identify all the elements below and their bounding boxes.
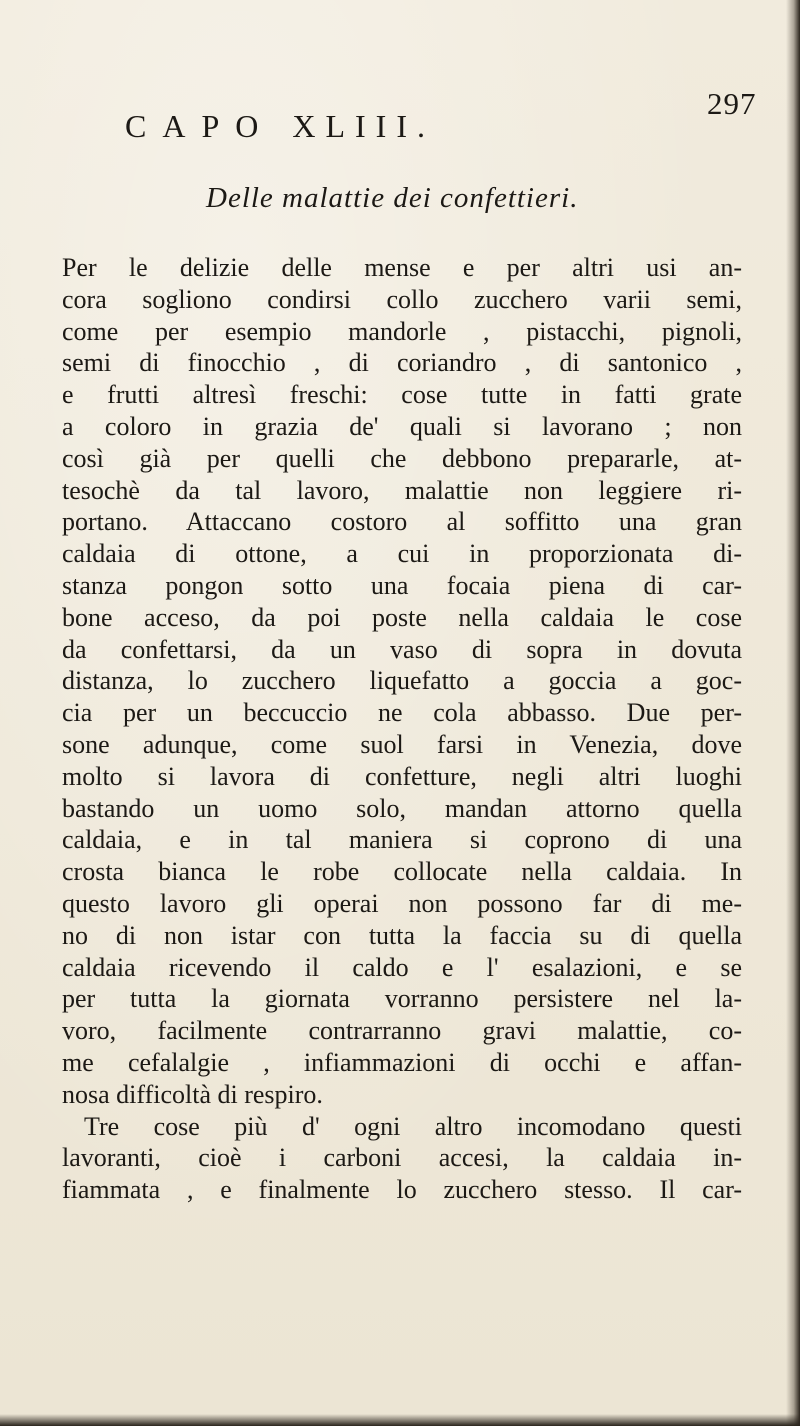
chapter-number: XLIII. — [292, 108, 435, 144]
text-line: tesochè da tal lavoro, malattie non leggiere ri- — [62, 475, 742, 505]
text-line: così già per quelli che debbono prepararle, at- — [62, 443, 742, 473]
text-line: per tutta la giornata vorranno persistere nel la- — [62, 984, 742, 1014]
text-line: bone acceso, da poi poste nella caldaia le cose — [62, 602, 742, 632]
page-number: 297 — [707, 86, 757, 121]
text-line: fiammata , e finalmente lo zucchero stesso. Il car- — [62, 1175, 742, 1205]
text-line: e frutti altresì freschi: cose tutte in fatti grate — [62, 380, 742, 410]
text-line: caldaia ricevendo il caldo e l' esalazioni, e se — [62, 952, 742, 982]
text-line: caldaia di ottone, a cui in proporzionata di- — [62, 539, 742, 569]
text-line-paragraph-end: nosa difficoltà di respiro. — [62, 1079, 323, 1109]
text-line: voro, facilmente contrarranno gravi malattie, co- — [62, 1016, 742, 1046]
text-line: a coloro in grazia de' quali si lavorano ; non — [62, 411, 742, 441]
chapter-label: CAPO — [125, 108, 275, 144]
body-text — [62, 252, 742, 1206]
text-line: sone adunque, come suol farsi in Venezia, dove — [62, 729, 742, 759]
text-line: semi di finocchio , di coriandro , di santonico , — [62, 348, 742, 378]
text-line: come per esempio mandorle , pistacchi, pignoli, — [62, 316, 742, 346]
chapter-subtitle: Delle malattie dei confettieri. — [206, 182, 579, 214]
text-line: Per le delizie delle mense e per altri usi an- — [62, 253, 742, 282]
text-line: distanza, lo zucchero liquefatto a goccia a goc- — [62, 666, 742, 696]
text-line: no di non istar con tutta la faccia su di quella — [62, 920, 742, 950]
text-line: crosta bianca le robe collocate nella caldaia. In — [62, 857, 742, 887]
text-line: da confettarsi, da un vaso di sopra in dovuta — [62, 634, 742, 664]
text-line: bastando un uomo solo, mandan attorno quella — [62, 793, 742, 823]
chapter-heading — [125, 108, 435, 145]
text-line: cora sogliono condirsi collo zucchero varii semi, — [62, 284, 742, 314]
text-line: lavoranti, cioè i carboni accesi, la caldaia in- — [62, 1143, 742, 1173]
text-line: questo lavoro gli operai non possono far di me- — [62, 888, 742, 918]
page-edge-shadow-right — [786, 0, 800, 1426]
text-line: me cefalalgie , infiammazioni di occhi e affan- — [62, 1047, 742, 1077]
text-line-paragraph-start: Tre cose più d' ogni altro incomodano questi — [84, 1111, 742, 1141]
text-line: stanza pongon sotto una focaia piena di car- — [62, 570, 742, 600]
text-line: portano. Attaccano costoro al soffitto una gran — [62, 507, 742, 537]
page-edge-shadow-bottom — [0, 1414, 800, 1426]
text-line: cia per un beccuccio ne cola abbasso. Due per- — [62, 698, 742, 728]
text-line: molto si lavora di confetture, negli altri luoghi — [62, 761, 742, 791]
text-line: caldaia, e in tal maniera si coprono di una — [62, 825, 742, 855]
